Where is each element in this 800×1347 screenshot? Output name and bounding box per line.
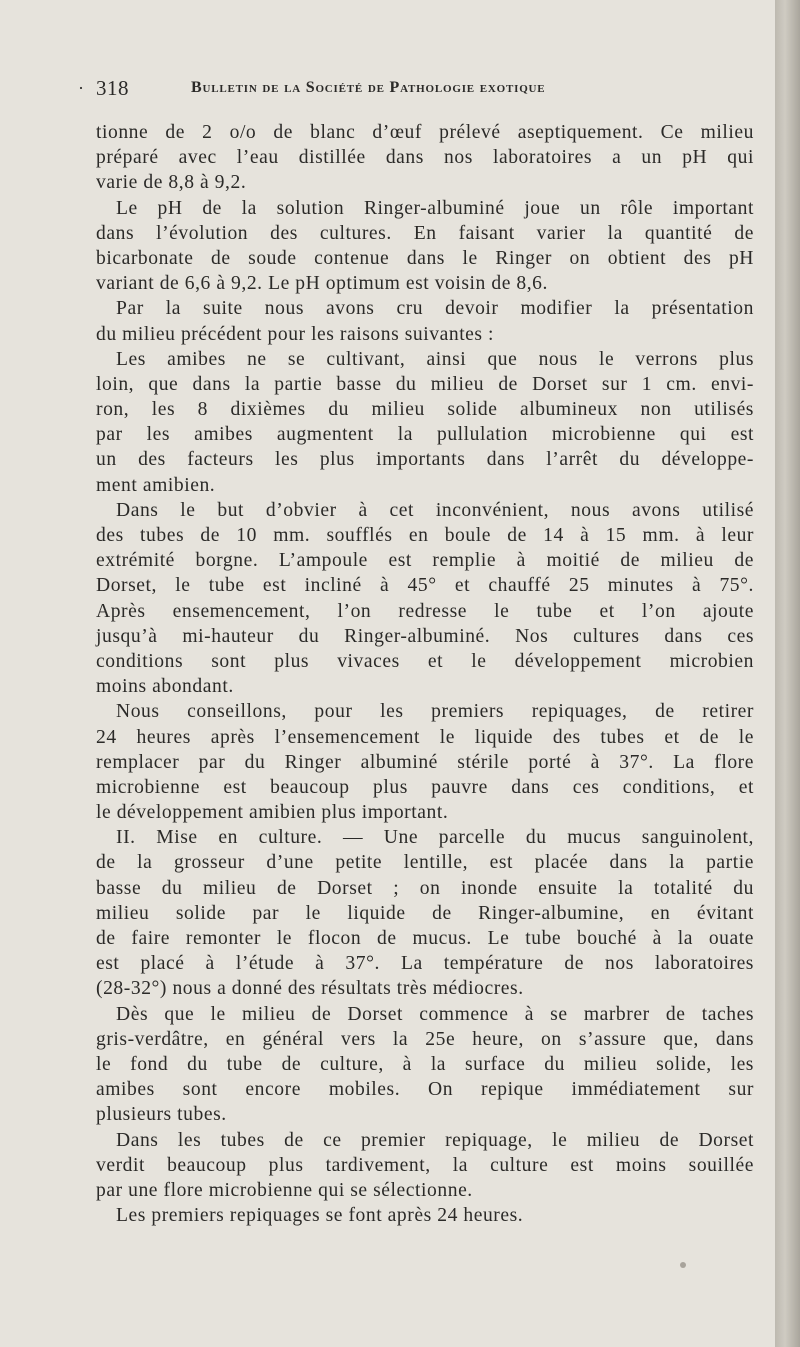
text-line: remplacer par du Ringer albuminé stérile porté à 37°. La flore: [96, 751, 754, 773]
text-line: de la grosseur d’une petite lentille, est placée dans la partie: [96, 852, 754, 874]
text-line: verdit beaucoup plus tardivement, la culture est moins souillée: [96, 1154, 754, 1176]
page-header: [78, 76, 662, 102]
text-line: tionne de 2 o/o de blanc d’œuf prélevé aseptiquement. Ce milieu: [96, 122, 754, 143]
text-line: du milieu précédent pour les raisons suivantes :: [96, 323, 495, 345]
text-line: extrémité borgne. L’ampoule est remplie à moitié de milieu de: [96, 550, 754, 572]
text-line: jusqu’à mi-hauteur du Ringer-albuminé. Nos cultures dans ces: [96, 625, 754, 647]
header-dot: ·: [78, 78, 84, 98]
text-line: ron, les 8 dixièmes du milieu solide albumineux non utilisés: [96, 399, 754, 421]
text-line: par une flore microbienne qui se sélectionne.: [96, 1179, 473, 1201]
text-line: Dès que le milieu de Dorset commence à se marbrer de taches: [116, 1003, 754, 1025]
text-line: plusieurs tubes.: [96, 1104, 227, 1126]
running-title: Bulletin de la Société de Pathologie exotique: [191, 79, 546, 96]
text-line: loin, que dans la partie basse du milieu de Dorset sur 1 cm. envi-: [96, 373, 754, 395]
page-number: 318: [96, 76, 129, 100]
text-line: le fond du tube de culture, à la surface du milieu solide, les: [96, 1053, 754, 1075]
text-line: basse du milieu de Dorset ; on inonde ensuite la totalité du: [96, 877, 754, 899]
text-line: variant de 6,6 à 9,2. Le pH optimum est voisin de 8,6.: [96, 273, 548, 295]
text-line: microbienne est beaucoup plus pauvre dans ces conditions, et: [96, 776, 754, 798]
text-line: bicarbonate de soude contenue dans le Ringer on obtient des pH: [96, 247, 754, 269]
text-line: de faire remonter le flocon de mucus. Le tube bouché à la ouate: [96, 928, 754, 949]
text-line: des tubes de 10 mm. soufflés en boule de 14 à 15 mm. à leur: [96, 525, 754, 546]
text-line: (28-32°) nous a donné des résultats très médiocres.: [96, 978, 524, 1000]
text-line: II. Mise en culture. — Une parcelle du mucus sanguinolent,: [116, 827, 754, 849]
text-line: 24 heures après l’ensemencement le liquide des tubes et de le: [96, 726, 754, 748]
page-edge: [775, 0, 800, 1347]
text-line: gris-verdâtre, en général vers la 25e heure, on s’assure que, dans: [96, 1028, 754, 1050]
text-line: préparé avec l’eau distillée dans nos laboratoires a un pH qui: [96, 147, 754, 169]
text-line: dans l’évolution des cultures. En faisant varier la quantité de: [96, 222, 754, 244]
text-line: moins abondant.: [96, 676, 234, 698]
text-line: est placé à l’étude à 37°. La température de nos laboratoires: [96, 953, 754, 975]
body-text: [96, 120, 754, 1228]
text-line: Dans les tubes de ce premier repiquage, le milieu de Dorset: [116, 1129, 754, 1151]
text-line: Les premiers repiquages se font après 24 heures.: [116, 1205, 524, 1227]
text-line: conditions sont plus vivaces et le développement microbien: [96, 650, 754, 672]
text-line: varie de 8,8 à 9,2.: [96, 172, 247, 194]
text-line: Le pH de la solution Ringer-albuminé joue un rôle important: [116, 197, 754, 219]
text-line: ment amibien.: [96, 474, 216, 496]
text-line: un des facteurs les plus importants dans l’arrêt du développe-: [96, 449, 754, 471]
text-line: amibes sont encore mobiles. On repique immédiatement sur: [96, 1079, 754, 1101]
text-line: Dans le but d’obvier à cet inconvénient, nous avons utilisé: [116, 499, 754, 521]
text-line: Après ensemencement, l’on redresse le tube et l’on ajoute: [96, 600, 754, 622]
text-line: milieu solide par le liquide de Ringer-albumine, en évitant: [96, 902, 754, 924]
text-line: Nous conseillons, pour les premiers repiquages, de retirer: [116, 701, 754, 723]
text-line: par les amibes augmentent la pullulation microbienne qui est: [96, 424, 754, 446]
text-line: Par la suite nous avons cru devoir modifier la présentation: [116, 298, 754, 320]
text-line: le développement amibien plus important.: [96, 802, 449, 824]
text-line: Les amibes ne se cultivant, ainsi que nous le verrons plus: [116, 348, 754, 370]
paper-speck: [680, 1262, 686, 1268]
text-line: Dorset, le tube est incliné à 45° et chauffé 25 minutes à 75°.: [96, 575, 754, 597]
